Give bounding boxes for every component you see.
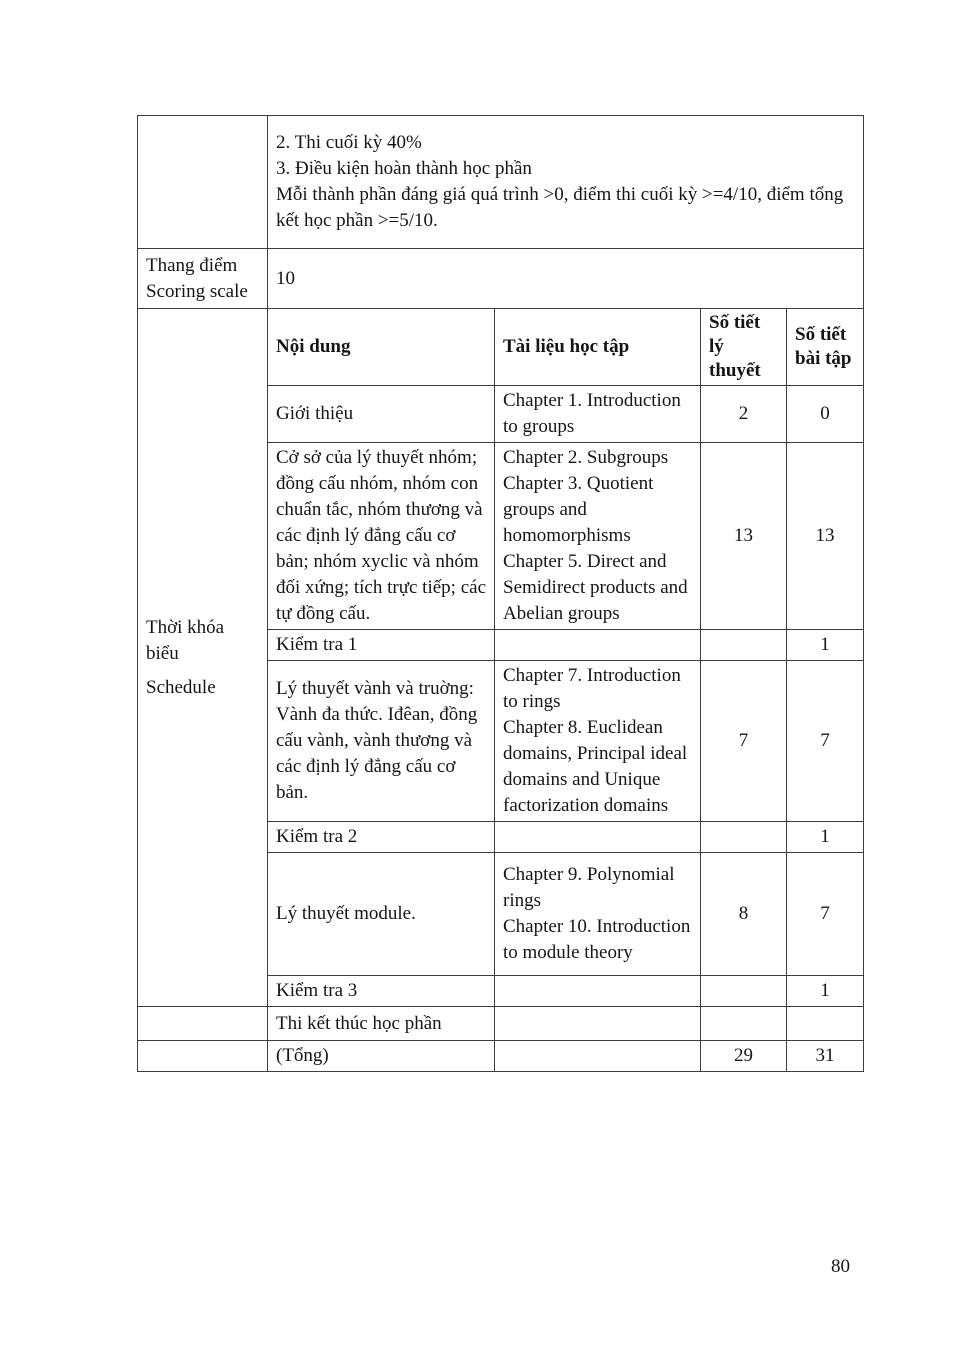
material-item: Chapter 5. Direct and Semidirect products and Abelian groups [503,551,688,624]
materials-cell [495,1041,701,1072]
material-item: Chapter 1. Introduction to groups [503,390,681,437]
scoring-scale-value: 10 [276,267,295,289]
materials-cell [495,630,701,661]
schedule-label-vi: Thời khóa biểu [146,616,225,664]
theory-hours-cell [701,1007,787,1041]
scoring-scale-value-cell [268,249,864,309]
schedule-row-total [138,1041,864,1072]
material-item: Chapter 8. Euclidean domains, Principal ideal domains and Unique factorization domains [503,717,688,816]
total-content-cell: (Tổng) [268,1041,495,1072]
theory-hours-cell [701,630,787,661]
final-exam-left-empty-cell [138,1007,268,1041]
content-cell: Cở sở của lý thuyết nhóm; đồng cấu nhóm, nhóm con chuẩn tắc, nhóm thương và các định lý đẳng cấu cơ bản; nhóm xyclic và nhóm đối xứng; tích trực tiếp; các tự đồng cấu. [268,443,495,630]
page-number: 80 [831,1256,850,1277]
content-cell: Kiểm tra 2 [268,822,495,853]
materials-cell [495,661,701,822]
content-cell: Giới thiệu [268,386,495,443]
assessment-left-empty-cell [138,116,268,249]
schedule-label-cell [138,309,268,1007]
total-left-empty-cell [138,1041,268,1072]
theory-hours-cell [701,976,787,1007]
materials-cell [495,853,701,976]
total-theory-hours-cell: 29 [701,1041,787,1072]
assessment-line-grading-rule: Mỗi thành phần đáng giá quá trình >0, điểm thi cuối kỳ >=4/10, điểm tổng kết học phần >=5/10. [276,184,844,231]
materials-cell [495,822,701,853]
assessment-line-final-exam: 2. Thi cuối kỳ 40% [276,132,422,153]
assessment-line-completion-condition: 3. Điều kiện hoàn thành học phần [276,158,532,179]
theory-hours-cell: 8 [701,853,787,976]
exercise-hours-cell: 1 [787,822,864,853]
theory-hours-cell: 7 [701,661,787,822]
column-header-materials: Tài liệu học tập [495,309,701,386]
exercise-hours-cell: 7 [787,853,864,976]
material-item: Chapter 7. Introduction to rings [503,665,681,712]
exercise-hours-cell: 13 [787,443,864,630]
content-cell: Lý thuyết vành và truờng: Vành đa thức. Iđêan, đồng cấu vành, vành thương và các định lý đẳng cấu cơ bản. [268,661,495,822]
total-exercise-hours-cell: 31 [787,1041,864,1072]
schedule-header-row [138,309,864,386]
scoring-scale-label-en: Scoring scale [146,280,248,302]
theory-hours-cell: 13 [701,443,787,630]
final-exam-content-cell: Thi kết thúc học phần [268,1007,495,1041]
schedule-label-en: Schedule [146,676,216,698]
column-header-theory-hours: Số tiết lý thuyết [701,309,787,386]
materials-cell [495,386,701,443]
material-item: Chapter 2. Subgroups [503,447,669,468]
schedule-row-final-exam [138,1007,864,1041]
content-cell: Lý thuyết module. [268,853,495,976]
scoring-scale-row [138,249,864,309]
exercise-hours-cell: 7 [787,661,864,822]
material-item: Chapter 3. Quotient groups and homomorphisms [503,473,654,546]
exercise-hours-cell: 0 [787,386,864,443]
theory-hours-cell: 2 [701,386,787,443]
exercise-hours-cell [787,1007,864,1041]
assessment-row [138,116,864,249]
content-cell: Kiểm tra 3 [268,976,495,1007]
column-header-content: Nội dung [268,309,495,386]
scoring-scale-label-cell [138,249,268,309]
content-cell: Kiểm tra 1 [268,630,495,661]
materials-cell [495,976,701,1007]
material-item: Chapter 9. Polynomial rings [503,864,675,911]
materials-cell [495,1007,701,1041]
column-header-exercise-hours: Số tiết bài tập [787,309,864,386]
materials-cell [495,443,701,630]
material-item: Chapter 10. Introduction to module theory [503,916,691,963]
scoring-scale-label-vi: Thang điểm [146,254,238,276]
exercise-hours-cell: 1 [787,976,864,1007]
syllabus-table [137,115,864,1072]
assessment-cell [268,116,864,249]
exercise-hours-cell: 1 [787,630,864,661]
theory-hours-cell [701,822,787,853]
